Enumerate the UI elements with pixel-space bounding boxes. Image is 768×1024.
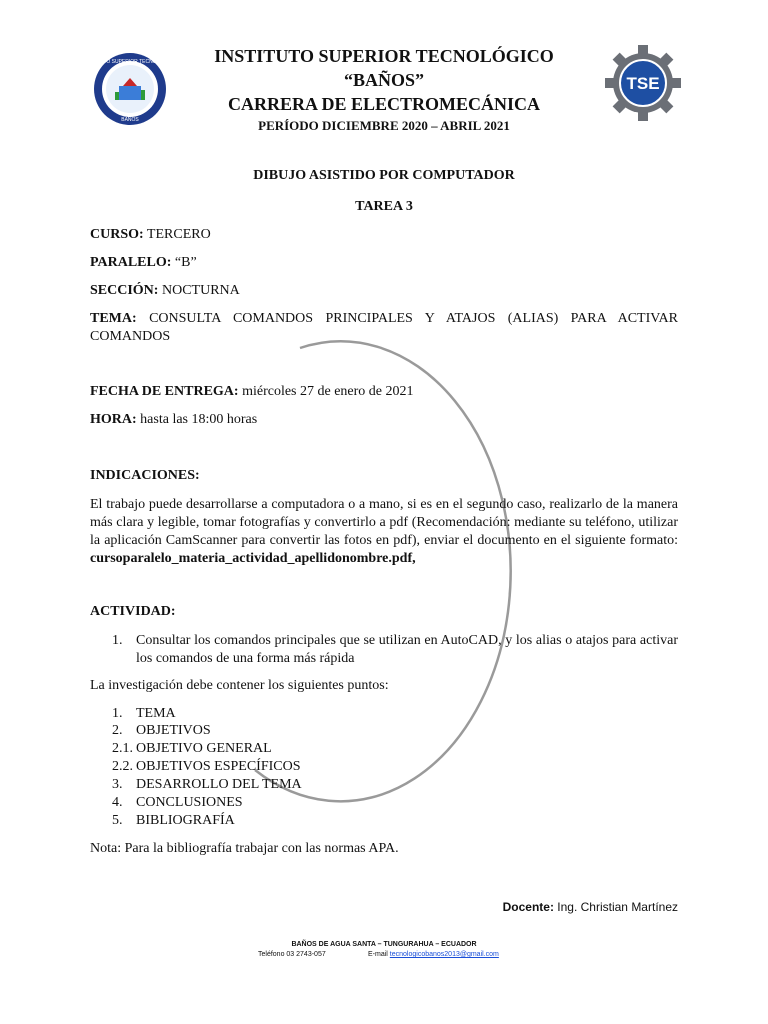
hora-value: hasta las 18:00 horas (140, 412, 258, 427)
paralelo-line (90, 255, 197, 271)
docente-label: Docente: (502, 900, 554, 914)
paralelo-value: “B” (174, 255, 197, 270)
indicaciones-text (90, 496, 678, 568)
hora-label: HORA: (90, 412, 137, 427)
bibliography-note: Nota: Para la bibliografía trabajar con las normas APA. (90, 841, 399, 856)
footer-email-line (368, 951, 499, 958)
footer-email-label: E-mail (368, 951, 388, 958)
list-item: 1. TEMA (112, 706, 176, 721)
institute-name: “BAÑOS” (343, 70, 424, 90)
left-logo-top-text: INSTITUTO SUPERIOR TECNOLÓGICO (83, 59, 177, 65)
seccion-value: NOCTURNA (161, 283, 240, 298)
footer-email-link[interactable]: tecnologicobanos2013@gmail.com (389, 951, 499, 958)
tema-value: CONSULTA COMANDOS PRINCIPALES Y ATAJOS (ALIAS) PARA ACTIVAR COMANDOS (90, 311, 678, 344)
list-item: 3. DESARROLLO DEL TEMA (112, 777, 302, 792)
actividad-item-number: 1. (112, 633, 123, 648)
tse-logo-text: TSE (626, 74, 660, 93)
fecha-line (90, 384, 414, 400)
indicaciones-body: El trabajo puede desarrollarse a computadora o a mano, si es en el segundo caso, realizarlo de la manera más clara y legible, tomar fotografías y convertirlo a pdf (Recomendación: mediante su teléfono, utilizar la aplicación CamScanner para convertir las fotos en pdf), enviar el documento en el siguiente formato: (90, 497, 678, 548)
file-format: cursoparalelo_materia_actividad_apellidonombre.pdf, (90, 551, 416, 566)
list-item: 2.2. OBJETIVOS ESPECÍFICOS (112, 759, 301, 774)
left-logo-bottom-text: BAÑOS (121, 117, 139, 123)
actividad-heading: ACTIVIDAD: (90, 604, 176, 619)
hora-line (90, 412, 257, 428)
task-title: TAREA 3 (355, 199, 413, 214)
actividad-item (112, 632, 678, 668)
period-title: PERÍODO DICIEMBRE 2020 – ABRIL 2021 (258, 118, 510, 133)
tema-line (90, 310, 678, 346)
paralelo-label: PARALELO: (90, 255, 172, 270)
footer-phone: Teléfono 03 2743-057 (258, 951, 326, 958)
docente-name: Ing. Christian Martínez (557, 900, 678, 914)
curso-line (90, 227, 211, 243)
seccion-line (90, 283, 240, 299)
list-item: 2.1. OBJETIVO GENERAL (112, 741, 272, 756)
indicaciones-heading: INDICACIONES: (90, 468, 200, 483)
actividad-item-text: Consultar los comandos principales que se utilizan en AutoCAD, y los alias o atajos para activar los comandos de una forma más rápida (136, 633, 678, 666)
footer-address: BAÑOS DE AGUA SANTA – TUNGURAHUA – ECUADOR (291, 941, 477, 948)
curso-label: CURSO: (90, 227, 144, 242)
seccion-label: SECCIÓN: (90, 283, 159, 298)
investigacion-intro: La investigación debe contener los siguientes puntos: (90, 678, 389, 693)
list-item: 4. CONCLUSIONES (112, 795, 243, 810)
institute-title: INSTITUTO SUPERIOR TECNOLÓGICO (214, 46, 554, 66)
docente-line (420, 900, 678, 914)
fecha-label: FECHA DE ENTREGA: (90, 384, 239, 399)
tema-label: TEMA: (90, 311, 137, 326)
list-item: 5. BIBLIOGRAFÍA (112, 813, 235, 828)
career-title: CARRERA DE ELECTROMECÁNICA (227, 94, 541, 114)
list-item: 2. OBJETIVOS (112, 723, 211, 738)
fecha-value: miércoles 27 de enero de 2021 (242, 384, 414, 399)
curso-value: TERCERO (146, 227, 211, 242)
subject-title: DIBUJO ASISTIDO POR COMPUTADOR (253, 168, 515, 183)
